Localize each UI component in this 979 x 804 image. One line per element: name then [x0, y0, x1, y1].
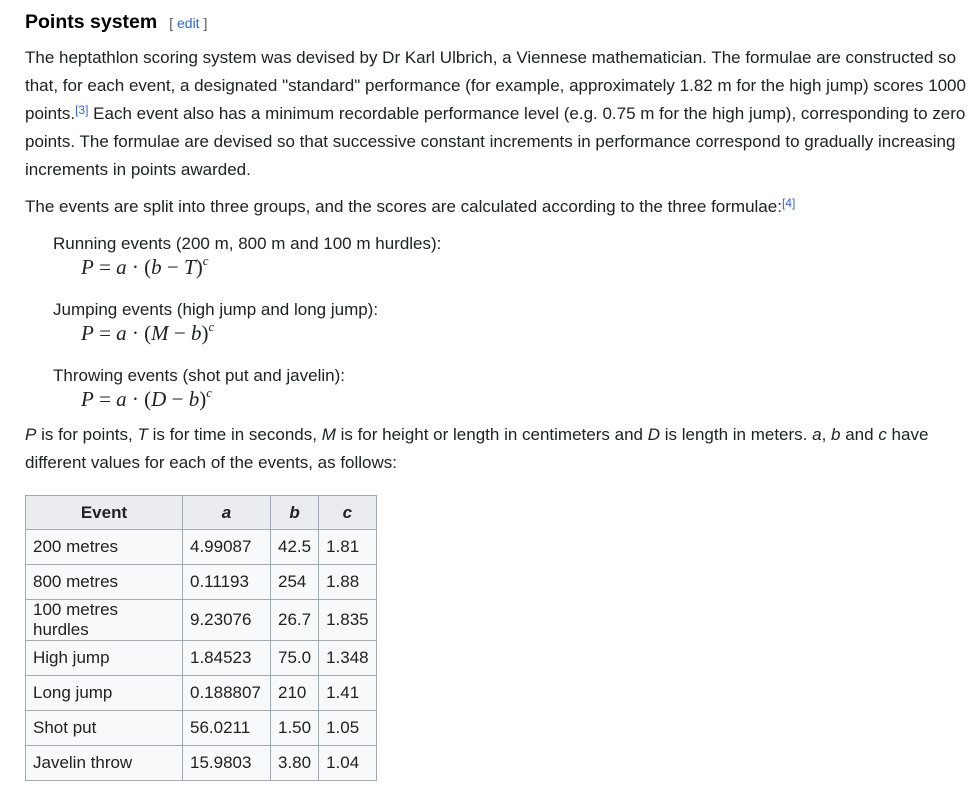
- cell-a: 56.0211: [183, 711, 271, 746]
- reference-3[interactable]: [75, 103, 88, 117]
- cell-c: 1.04: [319, 746, 377, 781]
- cell-c: 1.41: [319, 676, 377, 711]
- cell-a: 0.188807: [183, 676, 271, 711]
- cell-b: 75.0: [271, 641, 319, 676]
- cell-b: 42.5: [271, 530, 319, 565]
- cell-event: Shot put: [26, 711, 183, 746]
- group-label: Throwing events (shot put and javelin):: [53, 366, 345, 385]
- edit-bracket-close: ]: [203, 15, 208, 31]
- cell-event: 100 metres hurdles: [26, 600, 183, 641]
- table-row: [26, 530, 377, 565]
- edit-section: [169, 15, 207, 31]
- cell-b: 210: [271, 676, 319, 711]
- formula-groups: [25, 233, 970, 417]
- formula: $P = a \cdot (M - b)^c$: [81, 319, 215, 345]
- table-row: [26, 600, 377, 641]
- cell-b: 3.80: [271, 746, 319, 781]
- group-label: Jumping events (high jump and long jump):: [53, 300, 379, 319]
- cell-event: High jump: [26, 641, 183, 676]
- edit-bracket-open: [: [169, 15, 174, 31]
- cell-a: 9.23076: [183, 600, 271, 641]
- table-row: [26, 565, 377, 600]
- formula-group-throwing: [53, 365, 970, 417]
- cell-a: 0.11193: [183, 565, 271, 600]
- cell-b: 26.7: [271, 600, 319, 641]
- reference-3-link[interactable]: [3]: [75, 103, 89, 117]
- intro-text-1: The heptathlon scoring system was devised by Dr Karl Ulbrich, a Viennese mathematician. The formulae are constructed so that, for each event, a designated "standard" performance (for example, approximately 1.82 m for the high jump) scores 1000 points.: [25, 48, 966, 123]
- groups-intro-text: The events are split into three groups, and the scores are calculated according to the three formulae:: [25, 197, 782, 216]
- cell-event: Long jump: [26, 676, 183, 711]
- formula: $P = a \cdot (b - T)^c$: [81, 253, 209, 279]
- cell-c: 1.348: [319, 641, 377, 676]
- cell-event: Javelin throw: [26, 746, 183, 781]
- column-header-a[interactable]: a: [183, 496, 271, 530]
- formula: $P = a \cdot (D - b)^c$: [81, 385, 212, 411]
- cell-b: 1.50: [271, 711, 319, 746]
- formula-group-jumping: [53, 299, 970, 351]
- cell-event: 200 metres: [26, 530, 183, 565]
- coefficients-table: [25, 495, 377, 781]
- groups-intro-paragraph: [25, 193, 970, 221]
- section-title: Points system: [25, 11, 158, 33]
- variables-paragraph: P is for points, T is for time in seconds, M is for height or length in centimeters and D is length in meters. a, b and c have different values for each of the events, as follows:: [25, 425, 929, 472]
- formula-group-running: [53, 233, 970, 285]
- cell-c: 1.81: [319, 530, 377, 565]
- table-row: [26, 641, 377, 676]
- table-body: [26, 530, 377, 781]
- cell-a: 1.84523: [183, 641, 271, 676]
- intro-text-2: Each event also has a minimum recordable performance level (e.g. 0.75 m for the high jump), corresponding to zero points. The formulae are devised so that successive constant increments in performance correspond to gradually increasing increments in points awarded.: [25, 104, 966, 179]
- table-row: [26, 746, 377, 781]
- intro-paragraph: [25, 44, 970, 184]
- cell-c: 1.835: [319, 600, 377, 641]
- table-row: [26, 711, 377, 746]
- table-row: [26, 676, 377, 711]
- section-heading: [25, 0, 970, 36]
- column-header-event[interactable]: Event: [26, 496, 183, 530]
- table-header-row: [26, 496, 377, 530]
- cell-c: 1.05: [319, 711, 377, 746]
- cell-b: 254: [271, 565, 319, 600]
- edit-link[interactable]: edit: [177, 15, 200, 31]
- group-label: Running events (200 m, 800 m and 100 m hurdles):: [53, 234, 442, 253]
- cell-c: 1.88: [319, 565, 377, 600]
- column-header-b[interactable]: b: [271, 496, 319, 530]
- reference-4[interactable]: [782, 196, 795, 210]
- column-header-c[interactable]: c: [319, 496, 377, 530]
- cell-a: 4.99087: [183, 530, 271, 565]
- reference-4-link[interactable]: [4]: [781, 196, 796, 210]
- cell-event: 800 metres: [26, 565, 183, 600]
- cell-a: 15.9803: [183, 746, 271, 781]
